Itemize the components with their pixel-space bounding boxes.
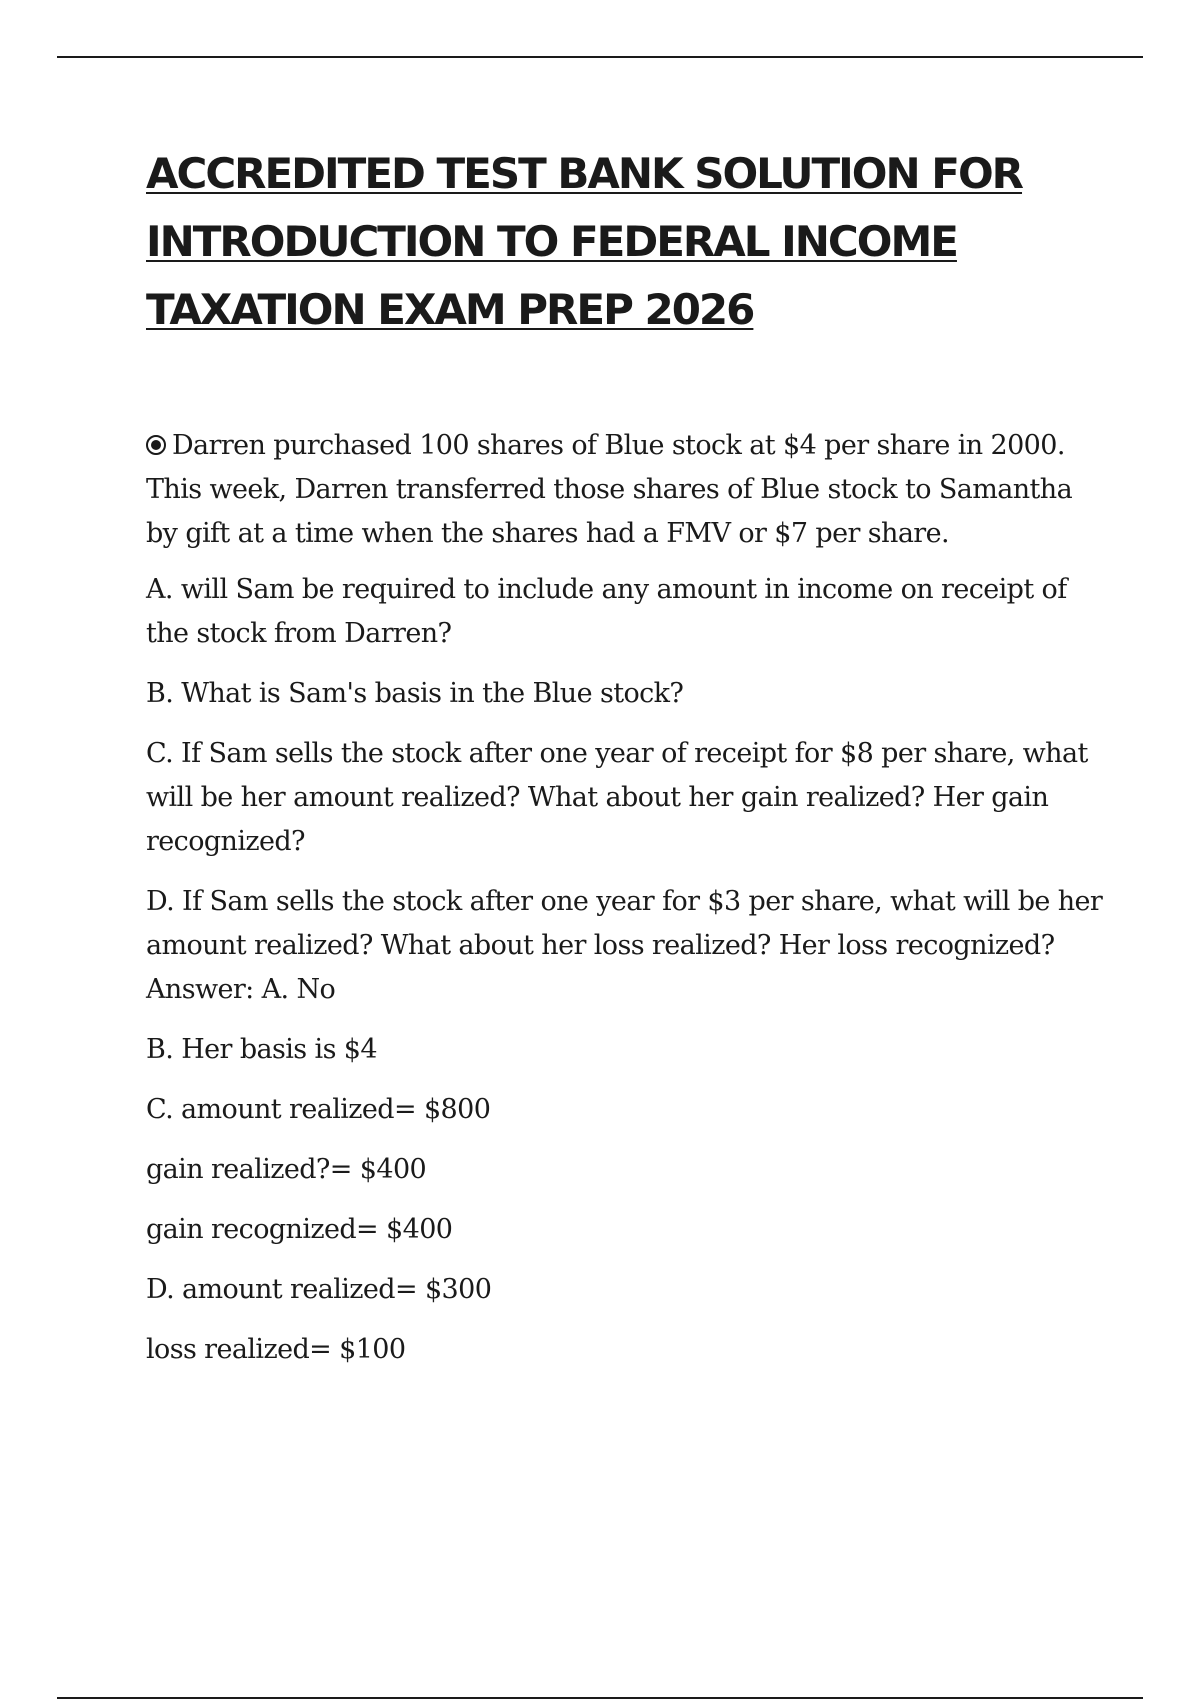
answer-c-amount-realized: C. amount realized= $800 <box>146 1094 491 1125</box>
question-part-a: A. will Sam be required to include any amount in income on receipt of the stock from Darren? <box>146 574 1067 649</box>
answer-d-loss-realized: loss realized= $100 <box>146 1334 406 1365</box>
question-paragraph <box>146 424 1106 556</box>
answer-c-gain-recognized: gain recognized= $400 <box>146 1214 453 1245</box>
document-title: ACCREDITED TEST BANK SOLUTION FOR INTRODUCTION TO FEDERAL INCOME TAXATION EXAM PREP 2026 <box>146 149 1023 334</box>
question-part-d: D. If Sam sells the stock after one year for $3 per share, what will be her amount realized? What about her loss realized? Her loss recognized? Answer: A. No <box>146 886 1103 1005</box>
answer-d-amount-realized: D. amount realized= $300 <box>146 1274 492 1305</box>
question-part-b: B. What is Sam's basis in the Blue stock? <box>146 678 684 709</box>
answer-basis: B. Her basis is $4 <box>146 1034 377 1065</box>
top-divider <box>57 56 1143 58</box>
radio-bullet-icon <box>146 435 166 455</box>
answer-c-gain-realized: gain realized?= $400 <box>146 1154 427 1185</box>
document-body <box>146 424 1106 1372</box>
document-content <box>146 140 1106 1388</box>
question-text: Darren purchased 100 shares of Blue stock at $4 per share in 2000. This week, Darren transferred those shares of Blue stock to Samantha by gift at a time when the shares had a FMV or $7 per share. <box>146 430 1073 549</box>
bottom-divider <box>57 1697 1143 1699</box>
question-part-c: C. If Sam sells the stock after one year of receipt for $8 per share, what will be her amount realized? What about her gain realized? Her gain recognized? <box>146 738 1088 857</box>
